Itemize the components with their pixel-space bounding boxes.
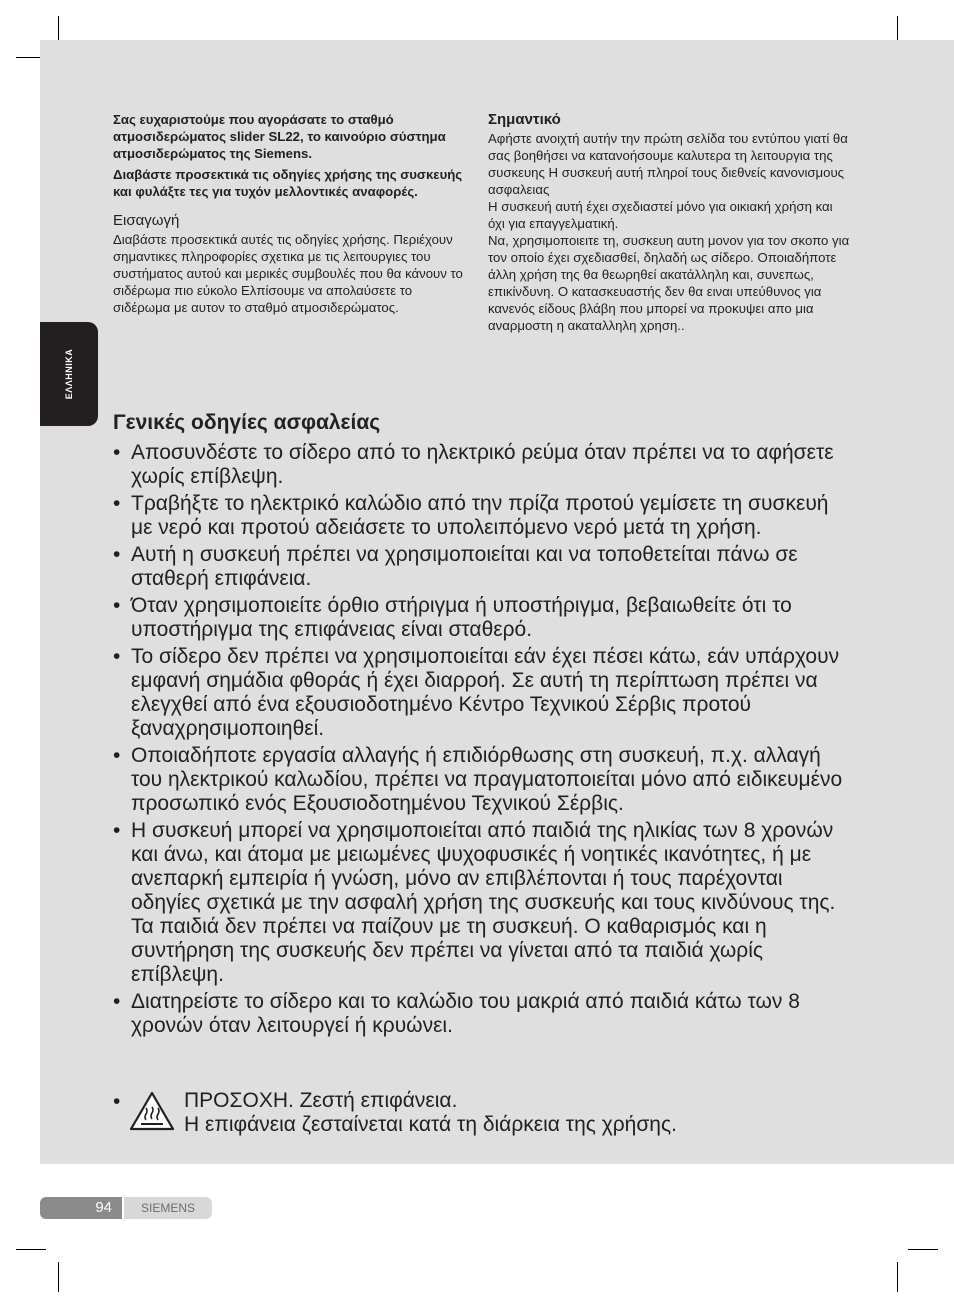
crop-mark bbox=[897, 1262, 898, 1292]
important-paragraph-3: Να, χρησιμοποιειτε τη, συσκευη αυτη μονον για τον σκοπο για τον οποίο έχει σχεδιασθεί, δηλαδή ως σίδερο. Οποιαδήποτε άλλη χρήση της θα θεωρηθεί ακατάλληλη και, συνεπως, επικίνδυνη. Ο κατασκευαστής δεν θα ειναι υπεύθυνος για κανενός είδους βλάβη που μπορεί να προκυψει απο μια αναρμοστη η ακαταλληλη χρηση.. bbox=[488, 233, 850, 333]
list-item bbox=[113, 819, 843, 987]
bullet-icon: • bbox=[113, 594, 121, 617]
crop-mark bbox=[16, 1249, 46, 1250]
list-item bbox=[113, 441, 843, 489]
important-heading: Σημαντικό bbox=[488, 111, 561, 128]
hot-surface-warning-icon bbox=[129, 1091, 175, 1131]
bullet-icon: • bbox=[113, 819, 121, 842]
intro-heading: Εισαγωγή bbox=[113, 212, 180, 229]
crop-mark bbox=[58, 1262, 59, 1292]
language-tab bbox=[40, 322, 98, 426]
list-item-text: Το σίδερο δεν πρέπει να χρησιμοποιείται εάν έχει πέσει κάτω, εάν υπάρχουν εμφανή σημάδια φθοράς ή έχει διαρροή. Σε αυτή τη περίπτωση πρέπει να ελεγχθεί από ένα εξουσιοδοτημένο Κέντρο Τεχνικού Σέρβις προτού ξαναχρησιμοποιηθεί. bbox=[131, 645, 840, 740]
intro-left-column bbox=[113, 111, 473, 316]
intro-body: Διαβάστε προσεκτικά αυτές τις οδηγίες χρήσης. Περιέχουν σημαντικες πληροφορίες σχετικα με τις λειτουργιες του συστήματος αυτού και μερικές συμβουλές που θα κάνουν το σιδέρωμα πιο εύκολο Ελπίσουμε να απολαύσετε το σιδέρωμα με αυτον το σταθμό ατμοσιδερώματος. bbox=[113, 232, 463, 315]
intro-thanks: Σας ευχαριστούμε που αγοράσατε το σταθμό ατμοσιδερώματος slider SL22, το καινούριο σύστημα ατμοσιδερώματος της Siemens. bbox=[113, 112, 446, 161]
list-item-text: Οποιαδήποτε εργασία αλλαγής ή επιδιόρθωσης στη συσκευή, π.χ. αλλαγή του ηλεκτρικού καλωδίου, πρέπει να πραγματοποιείται μόνο από ειδικευμένο προσωπικό ενός Εξουσιοδοτημένου Τεχνικού Σέρβις. bbox=[131, 744, 843, 815]
important-paragraph-1: Αφήστε ανοιχτή αυτήν την πρώτη σελίδα του εντύπου γιατί θα σας βοηθήσει να κατανοήσουμε καλυτερα τη λειτουργια της συσκευης Η συσκευή αυτή πληροί τους διεθνείς κανονισμους ασφαλειας bbox=[488, 131, 848, 197]
list-item-text: Η συσκευή μπορεί να χρησιμοποιείται από παιδιά της ηλικίας των 8 χρονών και άνω, και άτομα με μειωμένες ψυχοφυσικές ή νοητικές ικανότητες, ή με ανεπαρκή εμπειρία ή γνώση, μόνο αν επιβλέπονται ή τους παρέχονται οδηγίες σχετικά με την ασφαλή χρήση της συσκευής και τους κινδύνους της. Τα παιδιά δεν πρέπει να παίζουν με τη συσκευή. Ο καθαρισμός και η συντήρηση της συσκευής δεν πρέπει να γίνεται από τα παιδιά χωρίς επίβλεψη. bbox=[131, 819, 836, 986]
safety-list bbox=[113, 441, 843, 1041]
page-number: 94 bbox=[40, 1197, 122, 1219]
crop-mark bbox=[908, 1249, 938, 1250]
list-item bbox=[113, 645, 843, 741]
bullet-icon: • bbox=[113, 543, 121, 566]
list-item bbox=[113, 744, 843, 816]
list-item bbox=[113, 594, 843, 642]
important-paragraph-2: Η συσκευή αυτή έχει σχεδιαστεί μόνο για οικιακή χρήση και όχι για επαγγελματική. bbox=[488, 199, 833, 231]
brand-label: SIEMENS bbox=[124, 1197, 212, 1219]
list-item bbox=[113, 543, 843, 591]
bullet-icon: • bbox=[113, 492, 121, 515]
list-item-text: Αποσυνδέστε το σίδερο από το ηλεκτρικό ρεύμα όταν πρέπει να το αφήσετε χωρίς επίβλεψη. bbox=[131, 441, 834, 488]
bullet-icon: • bbox=[113, 1090, 121, 1113]
list-item-text: Διατηρείστε το σίδερο και το καλώδιο του μακριά από παιδιά κάτω των 8 χρονών όταν λειτουργεί ή κρυώνει. bbox=[131, 990, 800, 1037]
intro-read-instructions: Διαβάστε προσεκτικά τις οδηγίες χρήσης της συσκευής και φυλάξτε τες για τυχόν μελλοντικές αναφορές. bbox=[113, 167, 463, 199]
warning-text bbox=[184, 1089, 677, 1137]
warning-title: ΠΡΟΣΟΧΗ. Ζεστή επιφάνεια. bbox=[184, 1089, 458, 1112]
bullet-icon: • bbox=[113, 990, 121, 1013]
bullet-icon: • bbox=[113, 645, 121, 668]
bullet-icon: • bbox=[113, 744, 121, 767]
safety-title: Γενικές οδηγίες ασφαλείας bbox=[113, 411, 381, 434]
list-item bbox=[113, 990, 843, 1038]
list-item-text: Όταν χρησιμοποιείτε όρθιο στήριγμα ή υποστήριγμα, βεβαιωθείτε ότι το υποστήριγμα της επιφάνειας είναι σταθερό. bbox=[131, 594, 792, 641]
warning-description: Η επιφάνεια ζεσταίνεται κατά τη διάρκεια της χρήσης. bbox=[184, 1113, 677, 1136]
bullet-icon: • bbox=[113, 441, 121, 464]
important-column bbox=[488, 111, 850, 334]
list-item-text: Τραβήξτε το ηλεκτρικό καλώδιο από την πρίζα προτού γεμίσετε τη συσκευή με νερό και προτού αδειάσετε το υπολειπόμενο νερό μετά τη χρήση. bbox=[131, 492, 829, 539]
list-item bbox=[113, 492, 843, 540]
language-tab-label: ΕΛΛΗΝΙΚΑ bbox=[64, 348, 74, 400]
list-item-text: Αυτή η συσκευή πρέπει να χρησιμοποιείται και να τοποθετείται πάνω σε σταθερή επιφάνεια. bbox=[131, 543, 798, 590]
